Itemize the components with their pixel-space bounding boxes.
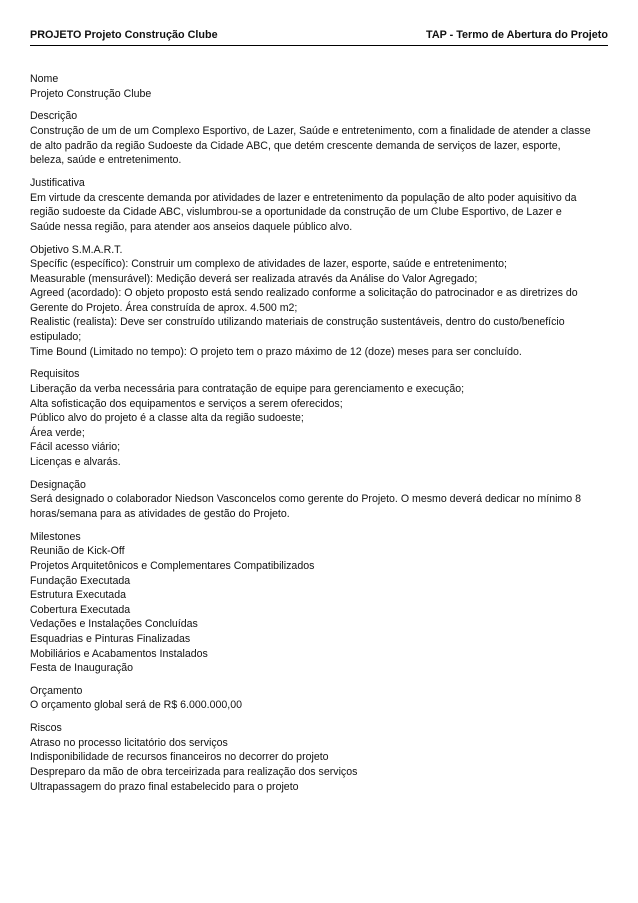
section-text-line: Projetos Arquitetônicos e Complementares Compatibilizados [30,559,315,572]
section-title: Descrição [30,110,78,123]
section-text-line: Esquadrias e Pinturas Finalizadas [30,632,191,645]
section-text-line: Fundação Executada [30,574,131,587]
section-text-line: Projeto Construção Clube [30,87,152,100]
project-title: PROJETO Projeto Construção Clube [30,29,218,41]
document-body [30,72,608,802]
section-text-line: de alto padrão da região Sudoeste da Cidade ABC, que detém crescente demanda de serviços de lazer, esporte, [30,139,561,152]
section-text-line: Agreed (acordado): O objeto proposto está sendo realizado conforme a solicitação do patrocinador e as diretrizes do [30,287,578,300]
section-text-line: Indisponibilidade de recursos financeiros no decorrer do projeto [30,751,329,764]
section-text-line: Measurable (mensurável): Medição deverá ser realizada através da Análise do Valor Agregado; [30,272,478,285]
section-text-line: Ultrapassagem do prazo final estabelecido para o projeto [30,780,299,793]
section-designacao [30,478,608,522]
section-text-line: O orçamento global será de R$ 6.000.000,00 [30,699,243,712]
section-text-line: Alta sofisticação dos equipamentos e serviços a serem oferecidos; [30,397,343,410]
section-text-line: Liberação da verba necessária para contratação de equipe para gerenciamento e execução; [30,383,465,396]
section-text-line: Reunião de Kick-Off [30,545,125,558]
section-text-line: Área verde; [30,426,85,439]
section-text-line: Mobiliários e Acabamentos Instalados [30,647,208,660]
section-title: Requisitos [30,368,80,381]
section-text-line: Gerente do Projeto. Área construída de aprox. 4.500 m2; [30,301,298,314]
section-milestones [30,530,608,676]
section-title: Objetivo S.M.A.R.T. [30,243,123,256]
page-header [30,28,608,46]
section-text-line: Será designado o colaborador Niedson Vasconcelos como gerente do Projeto. O mesmo deverá dedicar no mínimo 8 [30,493,581,506]
section-title: Orçamento [30,684,83,697]
section-text-line: Festa de Inauguração [30,662,134,675]
section-text-line: Vedações e Instalações Concluídas [30,618,198,631]
section-text-line: Atraso no processo licitatório dos serviços [30,736,228,749]
section-riscos [30,721,608,794]
section-text-line: estipulado; [30,331,82,344]
section-nome [30,72,608,101]
section-text-line: Público alvo do projeto é a classe alta da região sudoeste; [30,412,304,425]
section-objetivo-s-m-a-r-t [30,243,608,360]
section-text-line: horas/semana para as atividades de gestão do Projeto. [30,507,290,520]
section-justificativa [30,176,608,234]
section-text-line: beleza, saúde e entretenimento. [30,154,182,167]
section-text-line: Construção de um de um Complexo Esportivo, de Lazer, Saúde e entretenimento, com a finalidade de atender a classe [30,124,591,137]
section-requisitos [30,367,608,469]
section-text-line: região sudoeste da Cidade ABC, vislumbrou-se a oportunidade da construção de um Clube Esportivo, de Lazer e [30,206,562,219]
section-text-line: Estrutura Executada [30,589,126,602]
section-text-line: Em virtude da crescente demanda por atividades de lazer e entretenimento da população de alto poder aquisitivo da [30,191,577,204]
section-title: Justificativa [30,176,85,189]
section-title: Riscos [30,722,62,735]
section-text-line: Time Bound (Limitado no tempo): O projeto tem o prazo máximo de 12 (doze) meses para ser concluído. [30,345,522,358]
section-text-line: Specífic (específico): Construir um complexo de atividades de lazer, esporte, saúde e entretenimento; [30,258,507,271]
section-text-line: Despreparo da mão de obra terceirizada para realização dos serviços [30,766,358,779]
section-title: Designação [30,478,86,491]
section-orcamento [30,684,608,713]
section-text-line: Licenças e alvarás. [30,456,121,468]
section-text-line: Saúde nessa região, para atender aos anseios daquele público alvo. [30,220,353,233]
section-title: Nome [30,73,59,85]
section-descricao [30,109,608,167]
section-text-line: Realistic (realista): Deve ser construído utilizando materiais de construção sustentáveis, dentro do custo/benefício [30,316,565,329]
section-title: Milestones [30,530,81,543]
section-text-line: Cobertura Executada [30,603,131,616]
document-type: TAP - Termo de Abertura do Projeto [426,29,608,41]
section-text-line: Fácil acesso viário; [30,441,121,454]
